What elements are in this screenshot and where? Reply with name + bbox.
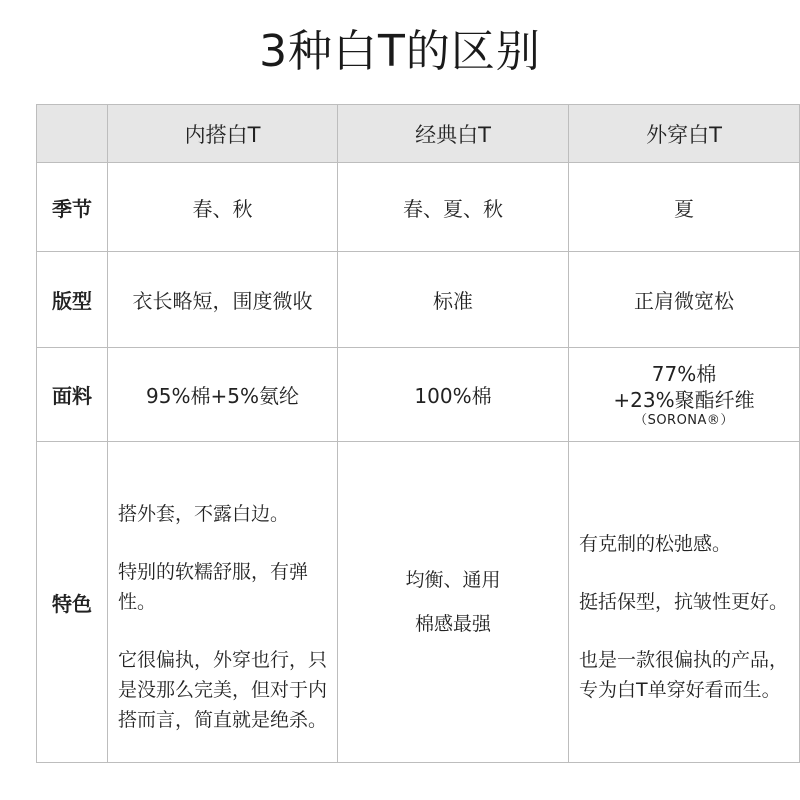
fabric-outer-tee [569, 348, 800, 442]
table-row-fit [37, 252, 800, 348]
row-label-feature: 特色 [37, 442, 108, 763]
fabric-outer-line1: 77%棉 [651, 361, 717, 386]
feature-outer-para-3: 也是一款很偏执的产品，专为白T单穿好看而生。 [579, 649, 789, 701]
feature-outer-para-1: 有克制的松弛感。 [579, 533, 732, 555]
table-row-season [37, 163, 800, 252]
table-row-feature [37, 442, 800, 763]
feature-outer-tee [569, 442, 800, 763]
feature-inner-para-2: 特别的软糯舒服，有弹性。 [118, 561, 309, 613]
feature-inner-para-1: 搭外套，不露白边。 [118, 503, 290, 525]
header-row [37, 105, 800, 163]
feature-inner-tee [108, 442, 338, 763]
season-outer-tee: 夏 [569, 163, 800, 252]
feature-outer-para-2: 挺括保型，抗皱性更好。 [579, 591, 789, 613]
fit-inner-tee: 衣长略短，围度微收 [108, 252, 338, 348]
feature-classic-tee [338, 442, 569, 763]
page-title: 3种白T的区别 [259, 26, 541, 77]
row-label-season: 季节 [37, 163, 108, 252]
season-classic-tee: 春、夏、秋 [338, 163, 569, 252]
fabric-inner-tee: 95%棉+5%氨纶 [108, 348, 338, 442]
feature-classic-line-1: 均衡、通用 [405, 569, 501, 591]
fabric-classic-tee: 100%棉 [338, 348, 569, 442]
column-header-inner-tee: 内搭白T [108, 105, 338, 163]
feature-classic-line-2: 棉感最强 [414, 613, 491, 635]
column-header-outer-tee: 外穿白T [569, 105, 800, 163]
fabric-outer-line2: +23%聚酯纤维 [613, 387, 755, 412]
fit-outer-tee: 正肩微宽松 [569, 252, 800, 348]
feature-inner-para-3: 它很偏执，外穿也行，只是没那么完美，但对于内搭而言，简直就是绝杀。 [118, 649, 328, 731]
header-corner [37, 105, 108, 163]
row-label-fabric: 面料 [37, 348, 108, 442]
fabric-outer-note: （SORONA®） [634, 412, 734, 428]
table-row-fabric [37, 348, 800, 442]
row-label-fit: 版型 [37, 252, 108, 348]
column-header-classic-tee: 经典白T [338, 105, 569, 163]
fit-classic-tee: 标准 [338, 252, 569, 348]
comparison-table [36, 104, 800, 763]
season-inner-tee: 春、秋 [108, 163, 338, 252]
